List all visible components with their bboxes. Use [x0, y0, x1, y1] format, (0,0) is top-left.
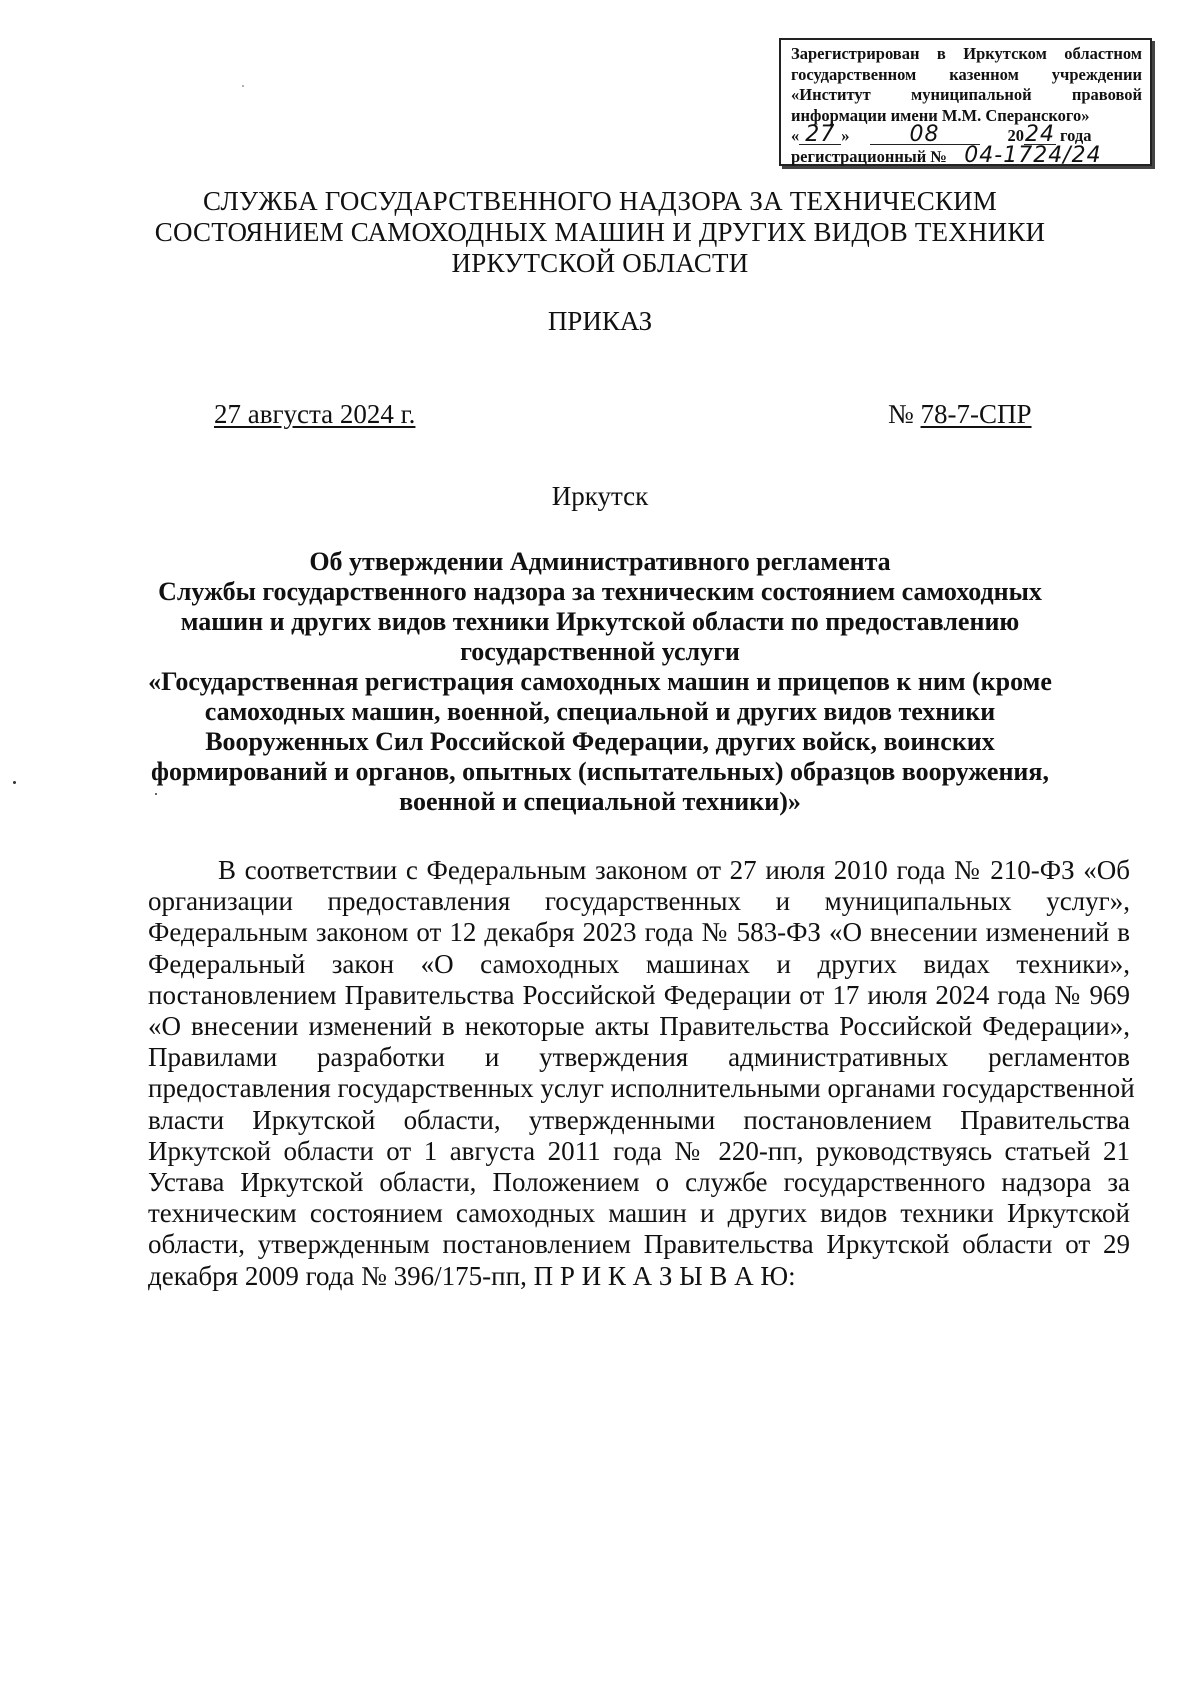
body-line: предоставления государственных услуг исполнительными органами государственной — [148, 1073, 1135, 1104]
scan-speck — [13, 781, 16, 784]
agency-name-line: СЛУЖБА ГОСУДАРСТВЕННОГО НАДЗОРА ЗА ТЕХНИЧЕСКИМ — [202, 186, 998, 216]
document-number-value: 78-7-СПР — [920, 399, 1032, 429]
agency-name-line: ИРКУТСКОЙ ОБЛАСТИ — [451, 248, 749, 278]
body-line: постановлением Правительства Российской Федерации от 17 июля 2024 года № 969 — [148, 979, 1130, 1010]
body-line: Иркутской области от 1 августа 2011 года № 220-пп, руководствуясь статьей 21 — [148, 1135, 1130, 1166]
stamp-year-suffix: 24 — [1025, 122, 1055, 147]
subject-line: Об утверждении Административного регламента — [309, 547, 891, 576]
subject-line: Вооруженных Сил Российской Федерации, других войск, воинских — [205, 727, 995, 756]
subject-line: самоходных машин, военной, специальной и других видов техники — [204, 697, 996, 726]
stamp-reg-number: 04-1724/24 — [949, 147, 1117, 166]
body-line: В соответствии с Федеральным законом от 27 июля 2010 года № 210-ФЗ «Об — [218, 855, 1130, 885]
stamp-line: «Институт муниципальной правовой — [791, 85, 1142, 104]
stamp-line: информации имени М.М. Сперанского» — [791, 105, 1090, 125]
stamp-line: государственном казенном учреждении — [791, 64, 1142, 84]
body-line: техническим состоянием самоходных машин и других видов техники Иркутской — [148, 1198, 1130, 1229]
document-subject — [120, 547, 1080, 817]
document-city: Иркутск — [551, 481, 649, 511]
body-line: Устава Иркутской области, Положением о службе государственного надзора за — [148, 1167, 1130, 1198]
subject-line: государственной услуги — [460, 637, 740, 666]
stamp-reg-label: регистрационный № — [791, 146, 947, 166]
subject-line: военной и специальной техники)» — [399, 787, 801, 816]
stamp-line: Зарегистрирован в Иркутском областном — [791, 44, 1142, 63]
body-paragraph — [148, 855, 1135, 1292]
scan-speck — [155, 793, 157, 795]
agency-name-line: СОСТОЯНИЕМ САМОХОДНЫХ МАШИН И ДРУГИХ ВИДОВ ТЕХНИКИ — [154, 217, 1046, 247]
stamp-year-prefix: 20 — [1007, 126, 1024, 145]
stamp-day-close-quote: » — [841, 126, 850, 145]
document-number — [888, 399, 1032, 430]
body-line: «О внесении изменений в некоторые акты Правительства Российской Федерации», — [148, 1011, 1130, 1042]
document-number-prefix: № — [888, 399, 921, 429]
body-line: Правилами разработки и утверждения административных регламентов — [148, 1042, 1130, 1073]
document-date: 27 августа 2024 г. — [214, 399, 416, 429]
subject-line: машин и других видов техники Иркутской области по предоставлению — [180, 607, 1020, 636]
subject-line: Службы государственного надзора за техническим состоянием самоходных — [158, 577, 1042, 606]
body-line: организации предоставления государственных и муниципальных услуг», — [148, 886, 1130, 917]
stamp-reg-row — [791, 142, 1142, 168]
subject-line: «Государственная регистрация самоходных машин и прицепов к ним (кроме — [148, 667, 1052, 696]
stamp-month: 08 — [870, 126, 980, 145]
stamp-day: 27 — [799, 126, 841, 145]
subject-line: формирований и органов, опытных (испытательных) образцов вооружения, — [151, 757, 1049, 786]
body-line: декабря 2009 года № 396/175-пп, П Р И К А З Ы В А Ю: — [148, 1260, 796, 1291]
body-line: Федеральным законом от 12 декабря 2023 года № 583-ФЗ «О внесении изменений в — [148, 917, 1130, 948]
body-line: власти Иркутской области, утвержденными постановлением Правительства — [148, 1104, 1130, 1135]
agency-name — [120, 186, 1080, 279]
body-line: области, утвержденным постановлением Правительства Иркутской области от 29 — [148, 1229, 1130, 1260]
stamp-year-word: года — [1060, 126, 1092, 145]
registration-stamp — [779, 38, 1152, 166]
document-type: ПРИКАЗ — [547, 306, 653, 336]
stamp-day-open-quote: « — [791, 126, 800, 145]
scan-speck — [242, 85, 244, 87]
body-line: Федеральный закон «О самоходных машинах и других видах техники», — [148, 948, 1130, 979]
